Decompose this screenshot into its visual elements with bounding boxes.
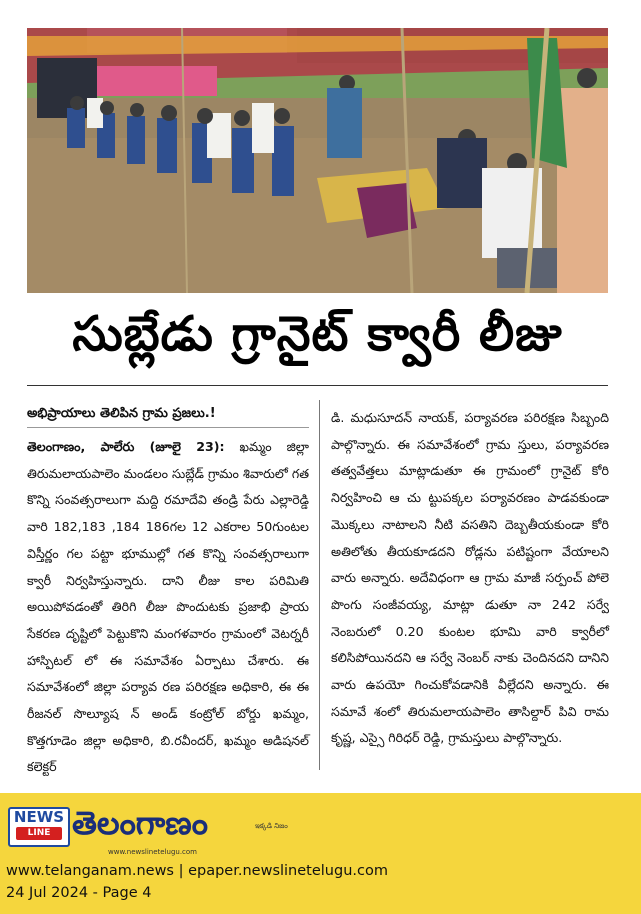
- news-photo: [27, 28, 608, 293]
- footer-links: www.telanganam.news | epaper.newslinetelugu.com: [6, 863, 388, 879]
- article-right-column: [331, 405, 609, 752]
- headline: సుబ్లేడు గ్రానైట్ క్వారీ లీజు: [72, 306, 563, 362]
- subheadline: అభిప్రాయాలు తెలిపిన గ్రామ ప్రజలు.!: [27, 405, 309, 428]
- newsline-logo: [8, 807, 70, 847]
- right-column-text: డి. మధుసూదన్ నాయక్, పర్యావరణ పరిరక్షణ సిబ్బంది పాల్గొన్నారు. ఈ సమావేశంలో గ్రామ స్తులు, పర్యావరణ తత్వవేత్తలు మాట్లాడుతూ ఈ గ్రామంలో గ్రానైట్ కోరి నిర్వహించి ఆ చు ట్టుపక్కల పర్యావరణం పాడవకుండా మొక్కలు నాటాలని నీటి వసతిని దెబ్బతీయకుండా కోరి అతిలోతు తీయకూడదని రోడ్లను పటిష్టంగా వేయాలని వారు అన్నారు. అదేవిధంగా ఆ గ్రామ మాజీ సర్పంచ్ పోలె పొంగు సంజీవయ్య, మాట్లా డుతూ నా 242 సర్వే నెంబరులో 0.20 కుంటల భూమి వారి క్వారీలో కలిసిపోయినదని ఆ సర్వే నెంబర్ నాకు చెందినదని దానిని వారు ఉపయో గించుకోవడానికి వీల్లేదని అన్నారు. ఈ సమావే శంలో తిరుమలాయపాలెం తాసిల్దార్ పివి రామ కృష్ణ, ఎస్సై గిరిధర్ రెడ్డి, గ్రామస్తులు పాల్గొన్నారు.: [331, 410, 609, 746]
- brand-tagline: ఇక్కడి నిజం: [255, 822, 288, 830]
- footer-date-page: 24 Jul 2024 - Page 4: [6, 885, 152, 901]
- left-column-text: ఖమ్మం జిల్లా తిరుమలాయపాలెం మండలం సుబ్లేడ్ గ్రామం శివారులో గత కొన్ని సంవత్సరాలుగా మద్ది రమాదేవి తండ్రి పేరు ఎల్లారెడ్డి వారి 182,183 ,184 186గల 12 ఎకరాల 50గుంటల విస్తీర్ణం గల పట్టా భూముల్లో గత కొన్ని సంవత్సరాలుగా క్వారీ నిర్వహిస్తున్నారు. దాని లీజు కాల పరిమితి అయిపోవడంతో తిరిగి లీజు పొందుటకు ప్రజాభి ప్రాయ సేకరణ దృష్టిలో పెట్టుకొని మంగళవారం గ్రామంలో వెటర్నరీ హాస్పిటల్ లో ఈ సమావేశం ఏర్పాటు చేశారు. ఈ సమావేశంలో జిల్లా పర్యావ రణ పరిరక్షణ అధికారి, ఈ ఈ రీజనల్ సొల్యూష న్ అండ్ కంట్రోల్ బోర్డు ఖమ్మం, కొత్తగూడెం జిల్లా అధికారి, బి.రవీందర్, ఖమ్మం అడిషనల్ కలెక్టర్: [27, 439, 309, 775]
- footer-banner: [0, 793, 641, 914]
- brand-url: www.newslinetelugu.com: [108, 848, 197, 856]
- article-left-column: [27, 405, 309, 781]
- dateline: తెలంగాణం, పాలేరు (జూలై 23):: [27, 439, 225, 454]
- headline-rule: [27, 385, 608, 386]
- column-divider: [319, 400, 320, 770]
- meeting-photo-illustration: [27, 28, 608, 293]
- logo-news-text: NEWS: [13, 808, 65, 826]
- brand-name: తెలంగాణం: [72, 804, 208, 842]
- logo-line-text: LINE: [16, 827, 62, 840]
